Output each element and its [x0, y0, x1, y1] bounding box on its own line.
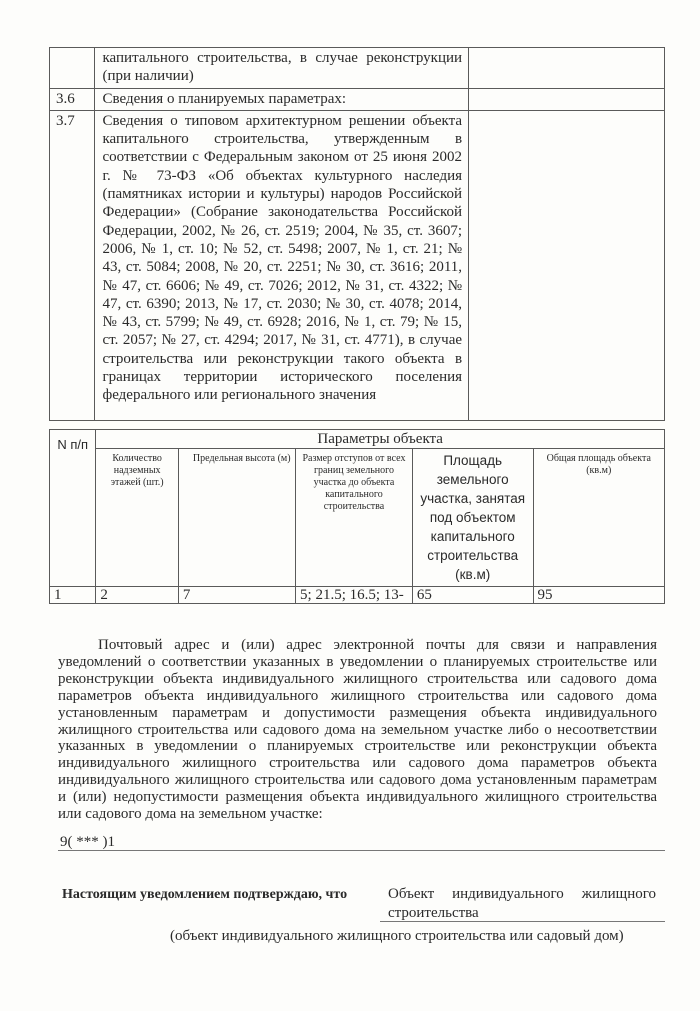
- col-header-total-area: Общая площадь объекта (кв.м): [533, 449, 664, 587]
- value-setbacks: 5; 21.5; 16.5; 13-: [296, 587, 413, 604]
- confirm-value: Объект индивидуального жилищного строительства: [388, 886, 656, 921]
- col-header-height: Предельная высота (м): [178, 449, 295, 587]
- row-value: [469, 88, 665, 110]
- params-title: Параметры объекта: [96, 430, 665, 449]
- table-row: [50, 48, 665, 89]
- col-header-setbacks: Размер отступов от всех границ земельного участка до объекта капитального строительства: [296, 449, 413, 587]
- row-description: Сведения о типовом архитектурном решении объекта капитального строительства, утвержденным в соответствии с Федеральным законом от 25 июня 2002 г. № 73-ФЗ «Об объектах культурного наследия (памятниках истории и культуры) народов Российской Федерации» (Собрание законодательства Российской Федерации, 2002, № 26, ст. 2519; 2004, № 35, ст. 3607; 2006, № 1, ст. 10; № 52, ст. 5498; 2007, № 1, ст. 21; № 43, ст. 5084; 2008, № 20, ст. 2251; № 30, ст. 3616; 2011, № 47, ст. 6606; № 49, ст. 7026; 2012, № 31, ст. 4322; № 47, ст. 6390; 2013, № 17, ст. 2030; № 30, ст. 4078; 2014, № 43, ст. 5799; № 49, ст. 6928; 2016, № 1, ст. 79; № 15, ст. 2057; № 27, ст. 4294; 2017, № 31, ст. 4771), в случае строительства или реконструкции такого объекта в границах территории исторического поселения федерального или регионального значения: [94, 110, 469, 420]
- confirm-caption: (объект индивидуального жилищного строительства или садовый дом): [170, 928, 624, 944]
- address-underline: [58, 850, 665, 851]
- value-total-area: 95: [533, 587, 664, 604]
- table-row: [50, 587, 665, 604]
- table-row: [50, 88, 665, 110]
- col-header-plot-area: Площадь земельного участка, занятая под объектом капитального строительства (кв.м): [412, 449, 533, 587]
- object-parameters-table: [49, 429, 665, 604]
- confirm-underline: [380, 921, 665, 922]
- row-number: 3.6: [50, 88, 95, 110]
- value-floors: 2: [96, 587, 179, 604]
- row-value: [469, 110, 665, 420]
- object-info-table: [49, 47, 665, 421]
- row-number: 3.7: [50, 110, 95, 420]
- col-header-floors: Количество надземных этажей (шт.): [96, 449, 179, 587]
- paragraph-text: Почтовый адрес и (или) адрес электронной почты для связи и направления уведомлений о соответствии указанных в уведомлении о планируемых строительстве или реконструкции объекта индивидуального жилищного строительства или садового дома параметров объекта индивидуального жилищного строительства или садового дома установленным параметрам и допустимости размещения объекта индивидуального жилищного строительства или садового дома на земельном участке либо о несоответствии указанных в уведомлении о планируемых строительстве или реконструкции объекта индивидуального жилищного строительства или садового дома параметров объекта индивидуального жилищного строительства или садового дома установленным параметрам и (или) недопустимости размещения объекта индивидуального жилищного строительства или садового дома на земельном участке:: [58, 637, 657, 823]
- row-value: [469, 48, 665, 89]
- row-number: [50, 48, 95, 89]
- value-height: 7: [178, 587, 295, 604]
- contact-address-value: 9( *** )1: [60, 834, 115, 850]
- confirm-label: Настоящим уведомлением подтверждаю, что: [62, 887, 348, 902]
- value-num: 1: [50, 587, 96, 604]
- contact-paragraph: [58, 637, 657, 823]
- table-row: [50, 110, 665, 420]
- value-plot-area: 65: [412, 587, 533, 604]
- num-header: N п/п: [50, 430, 96, 587]
- row-description: капитального строительства, в случае реконструкции (при наличии): [94, 48, 469, 89]
- row-description: Сведения о планируемых параметрах:: [94, 88, 469, 110]
